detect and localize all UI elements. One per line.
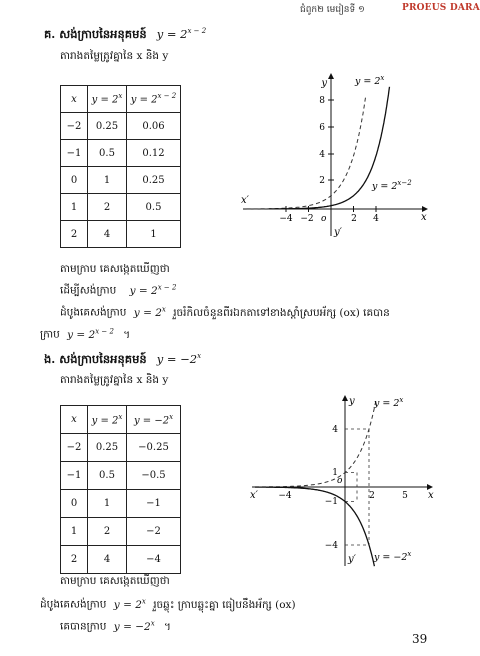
- brand-watermark: PROEUS DARA: [402, 3, 480, 13]
- x-tick-label: −4: [278, 491, 292, 501]
- curve-2-to-x: [247, 95, 366, 209]
- y-tick-label: 4: [332, 425, 338, 435]
- table-row: [61, 140, 181, 167]
- section1-plot-line: ដើម្បីសង់ក្រាប $y = 2^{x - 2}$: [60, 283, 177, 297]
- table-cell: 0.5: [127, 194, 181, 221]
- y-tick-label: 6: [319, 123, 325, 133]
- section1-title-text: គ. សង់ក្រាបនៃអនុគមន៍: [44, 27, 147, 41]
- svg-text:y = 2x: $y = 2^x$: [374, 396, 404, 409]
- y-axis-label: y: [321, 78, 327, 89]
- table-row: [61, 518, 181, 546]
- section2-table-intro: តារាងតម្លៃត្រូវគ្នានៃ x និង y: [60, 374, 169, 386]
- table-cell: 0.25: [127, 167, 181, 194]
- table-cell: 2: [88, 518, 127, 546]
- section1-observe: តាមក្រាប គេសង្កេតឃើញថា: [60, 263, 170, 275]
- section1-description-cont: ក្រាប $y = 2^{x - 2}$ ។: [40, 327, 131, 341]
- x-tick-label: 2: [369, 491, 375, 501]
- table-cell: 1: [61, 518, 88, 546]
- section2-title: [44, 352, 201, 369]
- y-tick-label: 4: [319, 150, 325, 160]
- table-row: [61, 434, 181, 462]
- table-cell: 4: [88, 221, 127, 248]
- table-cell: −2: [61, 113, 88, 140]
- table-cell: −2: [127, 518, 181, 546]
- curve1-label: [373, 396, 403, 409]
- table-cell: 0.06: [127, 113, 181, 140]
- x-axis-label: x: [421, 212, 427, 223]
- curve2-label: [371, 179, 412, 192]
- section1-table-intro: តារាងតម្លៃត្រូវគ្នានៃ x និង y: [60, 50, 169, 62]
- section2-title-text: ង. សង់ក្រាបនៃអនុគមន៍: [44, 352, 147, 366]
- x-tick-label: −4: [279, 214, 293, 224]
- section1-graph: [235, 70, 435, 240]
- curve-neg-2-to-x: [255, 487, 374, 566]
- header-cell: $y = 2^x$: [88, 86, 127, 113]
- y-tick-label: −4: [324, 541, 338, 551]
- section2-title-func: $y = -2^x$: [156, 352, 202, 366]
- section2-result: គេបានក្រាប $y = -2^x$ ។: [60, 619, 171, 633]
- y-neg-label: y′: [348, 554, 356, 565]
- y-tick-label: 8: [319, 96, 325, 106]
- y-tick-label: 1: [332, 468, 338, 478]
- header-cell: x: [61, 86, 88, 113]
- table-cell: 0: [61, 167, 88, 194]
- curve2-label: [373, 550, 411, 563]
- table-row: [61, 221, 181, 248]
- table-row: [61, 462, 181, 490]
- page-number: 39: [412, 632, 428, 646]
- table-cell: 2: [61, 546, 88, 574]
- header-cell: $y = -2^x$: [127, 406, 181, 434]
- table-cell: −0.25: [127, 434, 181, 462]
- header-cell: x: [61, 406, 88, 434]
- table-cell: 1: [88, 490, 127, 518]
- table-cell: 0: [61, 490, 88, 518]
- table-cell: 4: [88, 546, 127, 574]
- svg-text:y = 2x−2: $y = 2^{x-2}$: [372, 179, 412, 192]
- y-tick-label: 2: [319, 176, 325, 186]
- table-cell: −1: [61, 140, 88, 167]
- curve-2-to-x: [255, 399, 376, 487]
- table-header-row: [61, 86, 181, 113]
- y-neg-label: y′: [334, 227, 342, 238]
- table-row: [61, 490, 181, 518]
- x-tick-label: 5: [402, 491, 408, 501]
- table-cell: 0.12: [127, 140, 181, 167]
- chapter-header: ជំពូក២ មេរៀនទី ១: [300, 5, 365, 15]
- section1-title-func: $y = 2^{x - 2}$: [156, 27, 207, 41]
- section1-title: [44, 27, 206, 44]
- table-cell: 0.5: [88, 140, 127, 167]
- table-cell: 0.25: [88, 434, 127, 462]
- table-cell: −1: [127, 490, 181, 518]
- x-tick-label: −2: [300, 214, 314, 224]
- section2-value-table: [60, 405, 181, 574]
- table-cell: 0.25: [88, 113, 127, 140]
- table-cell: 2: [61, 221, 88, 248]
- table-cell: −4: [127, 546, 181, 574]
- table-cell: −2: [61, 434, 88, 462]
- table-cell: 1: [88, 167, 127, 194]
- section2-description: ដំបូងគេសង់ក្រាប $y = 2^x$ រួចឆ្លុះ ក្រាបឆ្លុះគ្នា ធៀបនឹងអ័ក្ស (ox): [40, 597, 296, 611]
- x-axis-label: x: [428, 490, 434, 501]
- table-cell: 1: [61, 194, 88, 221]
- table-row: [61, 167, 181, 194]
- table-cell: 0.5: [88, 462, 127, 490]
- table-cell: −1: [61, 462, 88, 490]
- x-neg-label: x′: [241, 195, 249, 206]
- section1-value-table: [60, 85, 181, 248]
- origin-label: o: [337, 476, 343, 486]
- y-axis-label: y: [349, 396, 355, 407]
- header-cell: $y = 2^{x - 2}$: [127, 86, 181, 113]
- section2-graph: [248, 390, 438, 570]
- y-tick-label: −1: [324, 497, 338, 507]
- table-row: [61, 194, 181, 221]
- x-tick-label: 2: [351, 214, 357, 224]
- table-row: [61, 113, 181, 140]
- table-cell: 1: [127, 221, 181, 248]
- x-neg-label: x′: [250, 490, 258, 501]
- table-header-row: [61, 406, 181, 434]
- svg-text:y = 2x: $y = 2^x$: [355, 74, 385, 87]
- svg-text:y = −2x: $y = -2^x$: [374, 550, 412, 563]
- table-cell: 2: [88, 194, 127, 221]
- origin-label: o: [321, 214, 327, 224]
- table-row: [61, 546, 181, 574]
- section2-observe: តាមក្រាប គេសង្កេតឃើញថា: [60, 575, 170, 587]
- x-tick-label: 4: [373, 214, 379, 224]
- header-cell: $y = 2^x$: [88, 406, 127, 434]
- curve1-label: [354, 74, 384, 87]
- table-cell: −0.5: [127, 462, 181, 490]
- section1-description: ដំបូងគេសង់ក្រាប $y = 2^x$ រួចរំកិលចំនួនពីរឯកតាទៅខាងស្តាំស្របអ័ក្ស (ox) គេបាន: [60, 305, 390, 319]
